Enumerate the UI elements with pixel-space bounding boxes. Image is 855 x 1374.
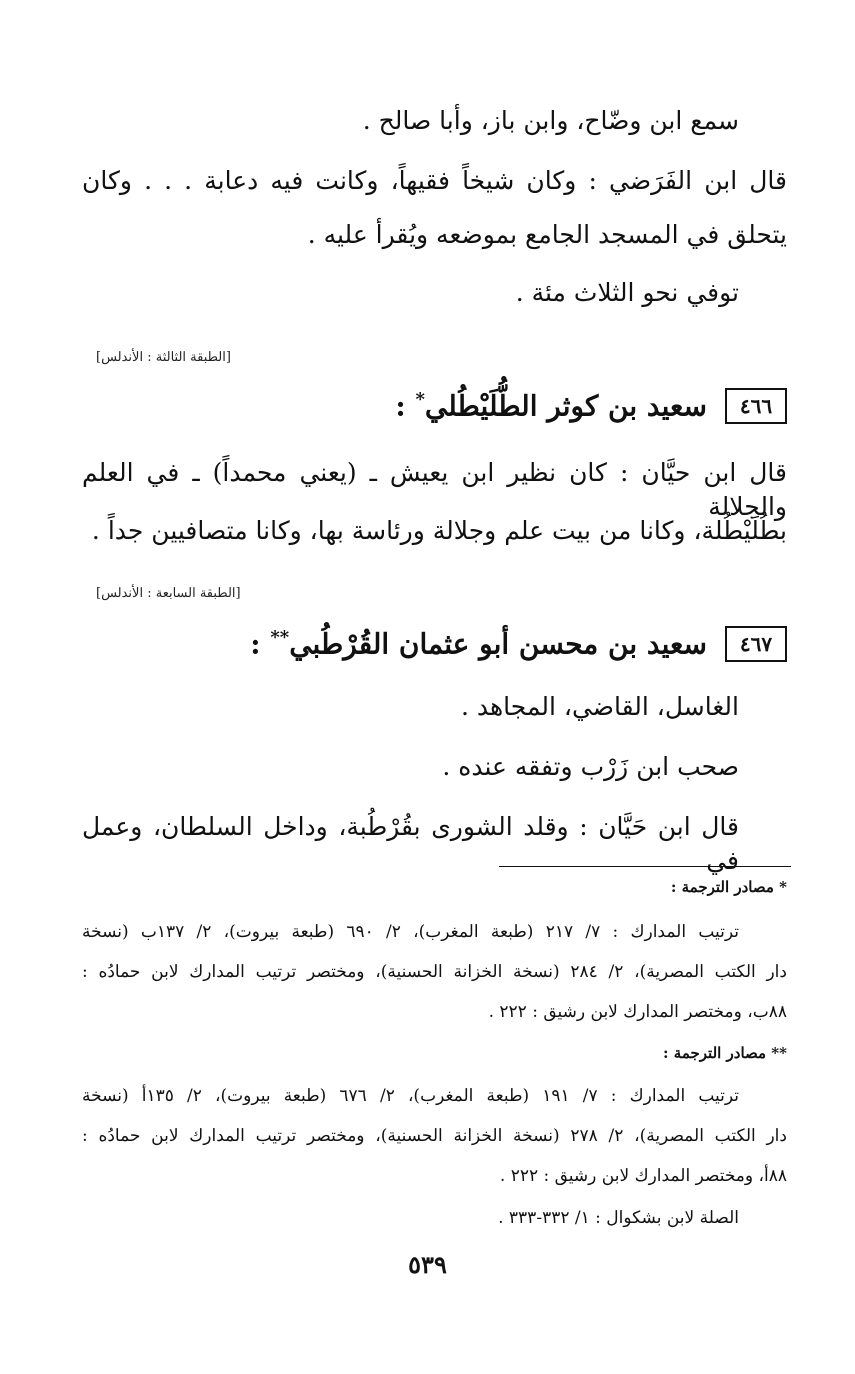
entry-colon: :: [250, 627, 261, 661]
text-line: يتحلق في المسجد الجامع بموضعه ويُقرأ عليه .: [307, 220, 787, 249]
text-line: الغاسل، القاضي، المجاهد .: [460, 692, 739, 721]
tabaqa-label: [الطبقة السابعة : الأندلس]: [96, 586, 241, 601]
text-line: صحب ابن زَرْب وتفقه عنده .: [442, 752, 739, 781]
footnote-line: دار الكتب المصرية)، ٢/ ٢٨٤ (نسخة الخزانة الحسنية)، ومختصر ترتيب المدارك لابن حمادُه :: [82, 962, 787, 982]
text-line: بطُلَيْطُلة، وكانا من بيت علم وجلالة ورئاسة بها، وكانا متصافيين جداً .: [91, 516, 787, 545]
footnote-line: دار الكتب المصرية)، ٢/ ٢٧٨ (نسخة الخزانة الحسنية)، ومختصر ترتيب المدارك لابن حمادُه :: [82, 1126, 787, 1146]
footnote-heading: ** مصادر الترجمة :: [663, 1044, 787, 1062]
entry-number: ٤٦٦: [725, 388, 787, 424]
footnote-marker: *: [415, 389, 425, 411]
entry-name: سعيد بن كوثر الطُّلَيْطُلي: [424, 389, 707, 423]
text-line: قال ابن الفَرَضي : وكان شيخاً فقيهاً، وكانت فيه دعابة . . . وكان: [82, 166, 787, 195]
text-line: سمع ابن وضّاح، وابن باز، وأبا صالح .: [362, 106, 739, 135]
tabaqa-label: [الطبقة الثالثة : الأندلس]: [96, 350, 231, 365]
entry-number: ٤٦٧: [725, 626, 787, 662]
entry-name: سعيد بن محسن أبو عثمان القُرْطُبي: [289, 627, 707, 661]
footnote-separator: [499, 866, 791, 867]
entry-title: [250, 627, 707, 660]
footnote-heading: * مصادر الترجمة :: [670, 878, 787, 896]
footnote-line: ٨٨أ، ومختصر المدارك لابن رشيق : ٢٢٢ .: [499, 1166, 787, 1186]
footnote-line: ترتيب المدارك : ٧/ ١٩١ (طبعة المغرب)، ٢/ ٦٧٦ (طبعة بيروت)، ٢/ ١٣٥أ (نسخة: [82, 1086, 739, 1106]
footnote-marker: **: [270, 627, 290, 649]
entry-heading: [250, 622, 787, 666]
text-line: توفي نحو الثلاث مئة .: [515, 278, 739, 307]
text-line: قال ابن حَيَّان : وقلد الشورى بقُرْطُبة، وداخل السلطان، وعمل في: [82, 812, 739, 875]
footnote-line: ترتيب المدارك : ٧/ ٢١٧ (طبعة المغرب)، ٢/ ٦٩٠ (طبعة بيروت)، ٢/ ١٣٧ب (نسخة: [82, 922, 739, 942]
text-line: قال ابن حيَّان : كان نظير ابن يعيش ـ (يعني محمداً) ـ في العلم والجلالة: [82, 458, 787, 521]
page-number: ٥٣٩: [408, 1250, 447, 1279]
entry-title: [395, 389, 707, 422]
entry-heading: [395, 384, 787, 428]
footnote-line: الصلة لابن بشكوال : ١/ ٣٣٢-٣٣٣ .: [498, 1208, 739, 1228]
footnote-line: ٨٨ب، ومختصر المدارك لابن رشيق : ٢٢٢ .: [488, 1002, 787, 1022]
entry-colon: :: [395, 389, 406, 423]
